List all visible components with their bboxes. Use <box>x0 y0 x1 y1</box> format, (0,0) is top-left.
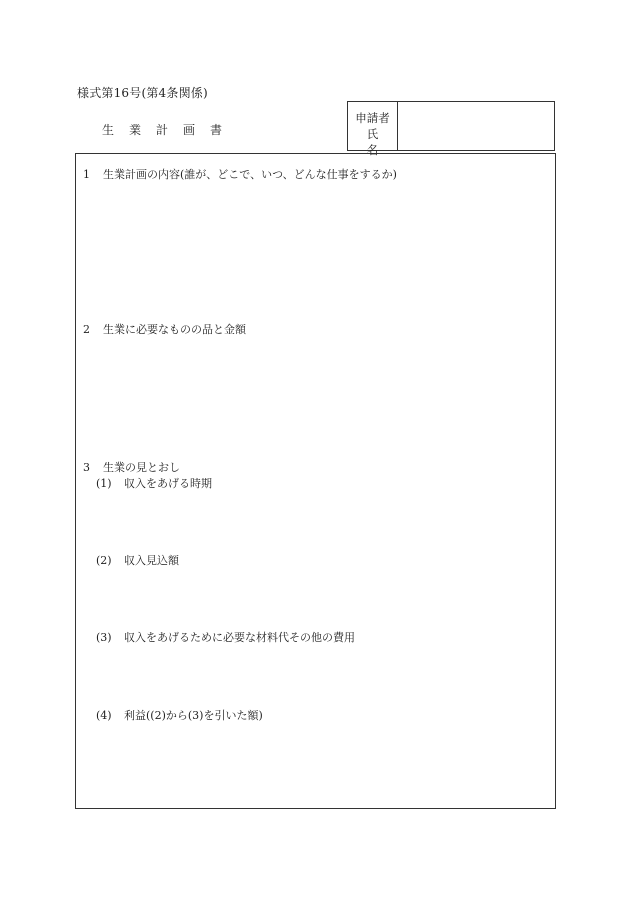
section-3-label: 生業の見とおし <box>103 461 180 474</box>
applicant-label-line1: 申請者 <box>355 111 390 125</box>
subsection-4 <box>96 707 263 723</box>
section-2 <box>83 321 246 337</box>
subsection-1 <box>96 475 212 491</box>
section-1 <box>83 166 397 182</box>
applicant-label-line2: 氏名 <box>366 127 389 157</box>
subsection-3 <box>96 629 355 645</box>
applicant-label <box>348 102 398 157</box>
section-1-label: 生業計画の内容(誰が、どこで、いつ、どんな仕事をするか) <box>103 168 397 181</box>
subsection-3-number: (3) <box>96 631 112 644</box>
section-2-label: 生業に必要なものの品と金額 <box>103 323 246 336</box>
subsection-2 <box>96 552 179 568</box>
section-3-number: 3 <box>83 461 90 474</box>
form-header <box>75 101 555 157</box>
subsection-2-number: (2) <box>96 554 112 567</box>
subsection-4-label: 利益((2)から(3)を引いた額) <box>124 709 263 722</box>
form-number: 様式第16号(第4条関係) <box>77 86 208 100</box>
subsection-3-label: 収入をあげるために必要な材料代その他の費用 <box>124 631 355 644</box>
document-title: 生業計画書 <box>102 123 238 137</box>
subsection-1-label: 収入をあげる時期 <box>124 477 212 490</box>
section-3 <box>83 459 180 475</box>
section-1-number: 1 <box>83 168 90 181</box>
applicant-name-box <box>347 101 555 157</box>
subsection-4-number: (4) <box>96 709 112 722</box>
subsection-2-label: 収入見込額 <box>124 554 179 567</box>
subsection-1-number: (1) <box>96 477 112 490</box>
applicant-name-field[interactable] <box>398 102 554 150</box>
section-2-number: 2 <box>83 323 90 336</box>
plan-content-box <box>75 153 556 809</box>
